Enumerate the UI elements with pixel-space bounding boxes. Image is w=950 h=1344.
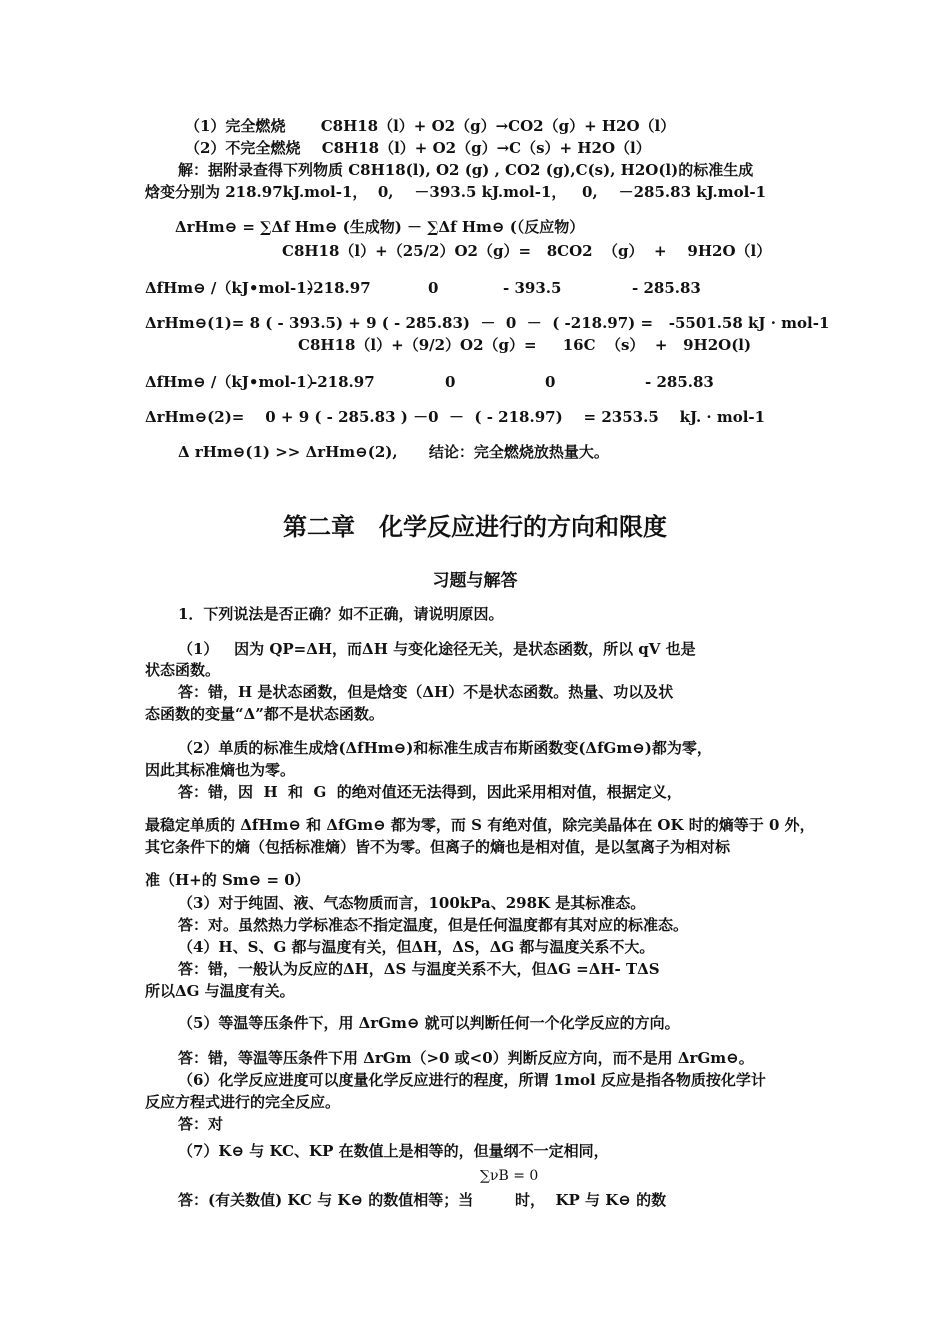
reaction-2-values-row xyxy=(145,372,845,392)
question-5: （5）等温等压条件下，用 ΔrGm⊖ 就可以判断任何一个化学反应的方向。 xyxy=(178,1014,680,1032)
value-h2o-2: - 285.83 xyxy=(645,373,714,391)
question-7: （7）K⊖ 与 KC、KP 在数值上是相等的，但量纲不一定相同， xyxy=(178,1142,609,1160)
reaction-1-equation: C8H18（l）+（25/2）O2（g）= 8CO2 （g） + 9H2O（l） xyxy=(282,242,772,260)
solution-line: 解：据附录查得下列物质 C8H18(l), O2 (g) , CO2 (g),C(s), H2O(l)的标准生成 xyxy=(178,161,754,179)
combustion-2-label: （2）不完全燃烧 xyxy=(185,139,301,157)
value-co2: - 393.5 xyxy=(503,279,562,297)
combustion-line-1 xyxy=(185,116,675,136)
answer-6: 答：对 xyxy=(178,1115,224,1133)
answer-5: 答：错，等温等压条件下用 ΔrGm（>0 或<0）判断反应方向，而不是用 ΔrGm⊖。 xyxy=(178,1049,754,1067)
reaction-1-result: ΔrHm⊖(1)= 8 ( - 393.5) + 9 ( - 285.83) － 0 － ( -218.97) = -5501.58 kJ · mol-1 xyxy=(145,314,830,332)
enthalpy-unit-label: ΔfHm⊖ /（kJ•mol-1） xyxy=(145,279,322,297)
answer-1-line-2: 态函数的变量“Δ”都不是状态函数。 xyxy=(145,705,384,723)
value-c8h18-2: -218.97 xyxy=(311,373,375,391)
question-1-line-2: 状态函数。 xyxy=(145,661,221,679)
question-1-line-1: （1） 因为 QP=ΔH，而ΔH 与变化途径无关，是状态函数，所以 qV 也是 xyxy=(178,640,696,658)
answer-1-line-1: 答：错，H 是状态函数，但是焓变（ΔH）不是状态函数。热量、功以及状 xyxy=(178,683,674,701)
question-6-line-2: 反应方程式进行的完全反应。 xyxy=(145,1093,341,1111)
value-o2-2: 0 xyxy=(445,373,456,391)
value-h2o: - 285.83 xyxy=(632,279,701,297)
answer-4-line-1: 答：错，一般认为反应的ΔH，ΔS 与温度关系不大，但ΔG =ΔH- TΔS xyxy=(178,960,660,978)
answer-2-line-4: 准（H+的 Sm⊖ = 0） xyxy=(145,871,310,889)
value-c8h18: -218.97 xyxy=(307,279,371,297)
reaction-1-values-row xyxy=(145,278,845,298)
combustion-1-equation: C8H18（l）+ O2（g）→CO2（g）+ H2O（l） xyxy=(320,117,676,135)
value-c: 0 xyxy=(545,373,556,391)
sum-nu-formula: ∑νB = 0 xyxy=(480,1168,539,1184)
combustion-1-label: （1）完全燃烧 xyxy=(185,117,286,135)
answer-3: 答：对。虽然热力学标准态不指定温度，但是任何温度都有其对应的标准态。 xyxy=(178,916,689,934)
answer-2-line-2: 最稳定单质的 ΔfHm⊖ 和 ΔfGm⊖ 都为零，而 S 有绝对值，除完美晶体在 OK 时的熵等于 0 外， xyxy=(145,816,815,834)
hess-law-formula: ΔrHm⊖ = ∑Δf Hm⊖ (生成物) － ∑Δf Hm⊖ (（反应物） xyxy=(175,218,585,236)
reaction-2-equation: C8H18（l）+（9/2）O2（g）= 16C （s） + 9H2O(l) xyxy=(298,336,752,354)
enthalpy-unit-label-2: ΔfHm⊖ /（kJ•mol-1） xyxy=(145,373,322,391)
answer-7: 答：(有关数值) KC 与 K⊖ 的数值相等；当 时， KP 与 K⊖ 的数 xyxy=(178,1191,667,1209)
answer-4-line-2: 所以ΔG 与温度有关。 xyxy=(145,982,295,1000)
conclusion-line: Δ rHm⊖(1) >> ΔrHm⊖(2), 结论：完全燃烧放热量大。 xyxy=(178,443,609,461)
reaction-2-result: ΔrHm⊖(2)= 0 + 9 ( - 285.83 ) －0 － ( - 218.97) = 2353.5 kJ. · mol-1 xyxy=(145,408,766,426)
combustion-2-equation: C8H18（l）+ O2（g）→C（s）+ H2O（l） xyxy=(321,139,651,157)
question-intro: 1．下列说法是否正确？如不正确，请说明原因。 xyxy=(178,605,504,623)
chapter-title: 第二章 化学反应进行的方向和限度 xyxy=(283,513,667,541)
answer-2-line-3: 其它条件下的熵（包括标准熵）皆不为零。但离子的熵也是相对值，是以氢离子为相对标 xyxy=(145,838,731,856)
question-4: （4）H、S、G 都与温度有关，但ΔH，ΔS，ΔG 都与温度关系不大。 xyxy=(178,938,655,956)
enthalpy-values-line: 焓变分别为 218.97kJ.mol-1， 0, －393.5 kJ.mol-1， 0, －285.83 kJ.mol-1 xyxy=(145,183,767,201)
section-title: 习题与解答 xyxy=(432,571,518,591)
combustion-line-2 xyxy=(185,138,651,158)
answer-2-line-1: 答：错，因 H 和 G 的绝对值还无法得到，因此采用相对值，根据定义， xyxy=(178,783,682,801)
value-o2: 0 xyxy=(428,279,439,297)
question-3: （3）对于纯固、液、气态物质而言，100kPa、298K 是其标准态。 xyxy=(178,894,646,912)
question-6-line-1: （6）化学反应进度可以度量化学反应进行的程度，所谓 1mol 反应是指各物质按化学计 xyxy=(178,1071,766,1089)
question-2-line-1: （2）单质的标准生成焓(ΔfHm⊖)和标准生成吉布斯函数变(ΔfGm⊖)都为零， xyxy=(178,739,712,757)
question-2-line-2: 因此其标准熵也为零。 xyxy=(145,761,296,779)
